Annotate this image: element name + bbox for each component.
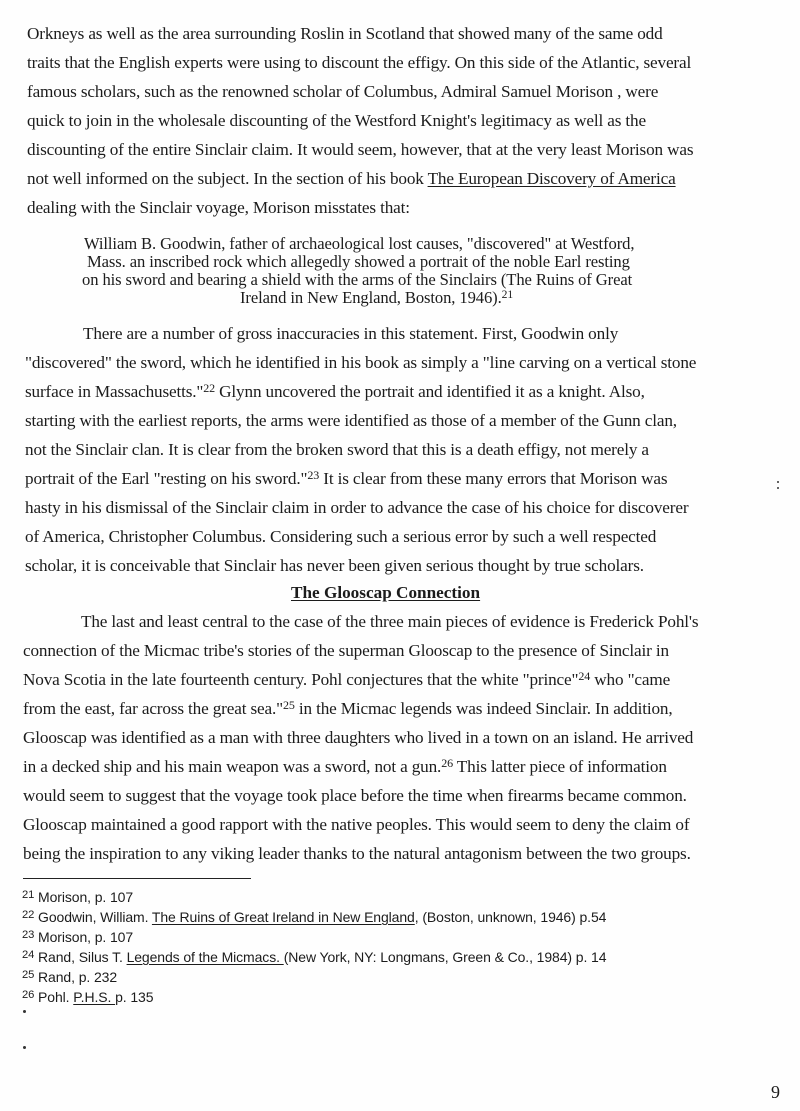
text-line: connection of the Micmac tribe's stories of the superman Glooscap to the presence of Sinclair in [23,641,669,660]
text-line: being the inspiration to any viking leader thanks to the natural antagonism between the two groups. [23,844,691,863]
quote-line: William B. Goodwin, father of archaeological lost causes, "discovered" at Westford, [84,234,635,253]
footnote [22,989,153,1005]
quote-line: Mass. an inscribed rock which allegedly showed a portrait of the noble Earl resting [87,252,630,271]
footnote-book-title: Legends of the Micmacs. [126,949,284,965]
footnote [22,929,133,945]
text-fragment: This latter piece of information [452,757,667,776]
footnote-ref[interactable]: 22 [203,380,216,395]
footnote-text: p. 135 [115,989,154,1005]
footnote-separator [23,878,251,879]
footnote-text: Morison, p. 107 [38,889,134,905]
text-line: starting with the earliest reports, the arms were identified as those of a member of the Gunn clan, [25,411,677,430]
text-fragment: not well informed on the subject. In the section of his book [27,169,428,188]
text-line: dealing with the Sinclair voyage, Morison misstates that: [27,198,410,217]
footnote-book-title: The Ruins of Great Ireland in New England [151,909,415,925]
section-heading [291,583,480,603]
footnote-number: 24 [22,949,35,962]
page-number: 9 [771,1082,780,1102]
footnote-ref[interactable]: 26 [441,755,453,770]
footnote-ref[interactable]: 21 [501,287,514,301]
text-line: hasty in his dismissal of the Sinclair claim in order to advance the case of his choice for discoverer [25,498,689,517]
footnote-text: Goodwin, William. [38,909,152,925]
footnote [22,969,117,985]
text-line: famous scholars, such as the renowned scholar of Columbus, Admiral Samuel Morison , were [27,82,659,101]
text-fragment: who "came [590,670,671,689]
text-line [25,469,667,489]
text-fragment: in a decked ship and his main weapon was a sword, not a gun. [23,757,442,776]
footnote-text: Rand, p. 232 [38,969,118,985]
scan-mark [777,481,779,483]
text-fragment: It is clear from these many errors that Morison was [319,469,668,488]
footnote-ref[interactable]: 23 [307,467,320,482]
footnote-book-title: P.H.S. [73,989,116,1005]
footnote [22,949,606,965]
text-line [27,169,676,189]
text-line: of America, Christopher Columbus. Considering such a serious error by such a well respected [25,527,657,546]
quote-line [240,287,514,307]
scan-mark [23,1046,26,1049]
footnote-text: (New York, NY: Longmans, Green & Co., 1984) p. 14 [283,949,607,965]
text-line: scholar, it is conceivable that Sinclair has never been given serious thought by true scholars. [25,556,644,575]
footnote [22,909,606,925]
text-fragment: Ireland in New England, Boston, 1946). [240,288,502,307]
scan-mark [777,487,779,489]
footnote-text: , (Boston, unknown, 1946) p.54 [414,909,607,925]
footnote-number: 21 [22,889,35,902]
text-line: There are a number of gross inaccuracies in this statement. First, Goodwin only [83,324,619,343]
text-fragment: portrait of the Earl "resting on his sword." [25,469,308,488]
text-line [25,382,645,402]
footnote-text: Rand, Silus T. [38,949,127,965]
text-line: Glooscap maintained a good rapport with the native peoples. This would seem to deny the claim of [23,815,690,834]
footnote-ref[interactable]: 24 [578,668,591,683]
text-line [23,670,670,690]
footnote-number: 25 [22,969,35,982]
text-line: discounting of the entire Sinclair claim. It would seem, however, that at the very least Morison was [27,140,694,159]
footnote-ref[interactable]: 25 [283,697,295,712]
book-title-link: The European Discovery of America [427,169,676,188]
section-heading-text: The Glooscap Connection [291,583,481,602]
text-line: not the Sinclair clan. It is clear from the broken sword that this is a death effigy, not merely a [25,440,649,459]
footnote-text: Pohl. [38,989,74,1005]
text-fragment: in the Micmac legends was indeed Sinclair. In addition, [294,699,673,718]
scan-mark [23,1010,26,1013]
text-line: The last and least central to the case of the three main pieces of evidence is Frederick Pohl's [81,612,699,631]
footnote-text: Morison, p. 107 [38,929,134,945]
text-fragment: Nova Scotia in the late fourteenth century. Pohl conjectures that the white "prince" [23,670,579,689]
text-line: "discovered" the sword, which he identified in his book as simply a "line carving on a vertical stone [25,353,697,372]
footnote [22,889,133,905]
text-line: would seem to suggest that the voyage took place before the time when firearms became common. [23,786,687,805]
text-fragment: surface in Massachusetts." [25,382,204,401]
text-fragment: from the east, far across the great sea." [23,699,283,718]
text-line: Orkneys as well as the area surrounding Roslin in Scotland that showed many of the same odd [27,24,663,43]
footnote-number: 26 [22,989,35,1002]
text-line [23,699,672,719]
text-line [23,757,667,777]
text-line: traits that the English experts were using to discount the effigy. On this side of the Atlantic, several [27,53,692,72]
text-line: quick to join in the wholesale discounting of the Westford Knight's legitimacy as well as the [27,111,646,130]
footnote-number: 22 [22,909,35,922]
footnote-number: 23 [22,929,35,942]
quote-line: on his sword and bearing a shield with the arms of the Sinclairs (The Ruins of Great [82,270,633,289]
text-fragment: Glynn uncovered the portrait and identified it as a knight. Also, [215,382,645,401]
text-line: Glooscap was identified as a man with three daughters who lived in a town on an island. He arrived [23,728,694,747]
